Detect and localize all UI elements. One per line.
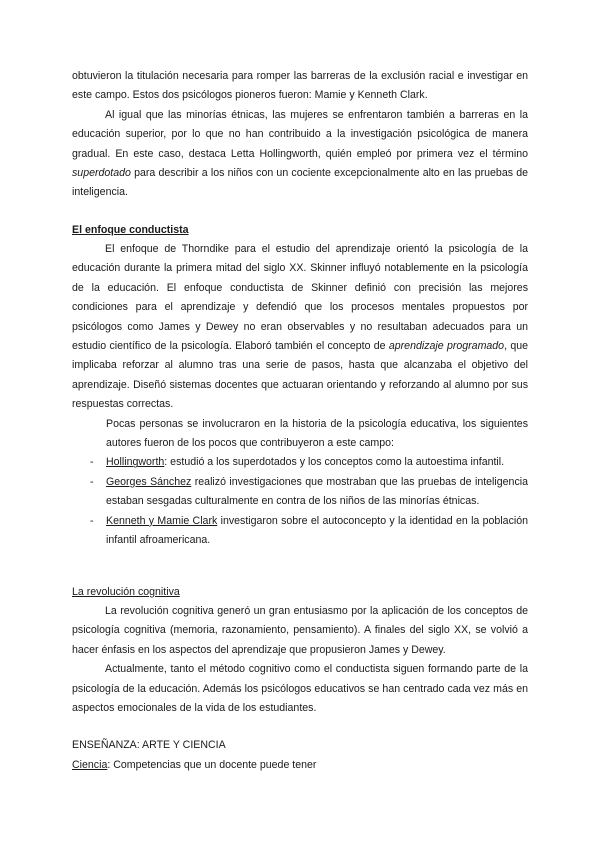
- list-item: [72, 453, 528, 472]
- cognitiva-paragraph-1: La revolución cognitiva generó un gran entusiasmo por la aplicación de los conceptos de psicología cognitiva (memoria, razonamiento, pensamiento). A finales del siglo XX, se volvió a hacer énfasis en los aspectos del aprendizaje que propusieron James y Dewey.: [72, 605, 528, 656]
- intro-p2-before: Al igual que las minorías étnicas, las mujeres se enfrentaron también a barreras en la educación superior, por lo que no han contribuido a la investigación psicológica de manera gradual. En este caso, destaca Letta Hollingworth, quién empleó por primera vez el término: [72, 108, 528, 160]
- list-dash: -: [90, 514, 94, 527]
- heading-cognitiva: La revolución cognitiva: [72, 586, 180, 598]
- conductista-p1-before: El enfoque de Thorndike para el estudio del aprendizaje orientó la psicología de la educación durante la primera mitad del siglo XX. Skinner influyó notablemente en la psicología de la educación. El enfoque conductista de Skinner definió con precisión las mejores condiciones para el aprendizaje y defendió que los procesos mentales propuestos por psicólogos como James y Dewey no eran observables y no resultaban adecuados para un estudio científico de la psicología. Elaboró también el concepto de: [72, 243, 528, 353]
- ciencia-label: Ciencia: [72, 759, 108, 771]
- author-clark: Kenneth y Mamie Clark: [106, 514, 218, 527]
- list-dash: -: [90, 475, 94, 488]
- conductista-section: [72, 240, 528, 551]
- ciencia-line: [72, 756, 316, 775]
- ciencia-text: : Competencias que un docente puede tener: [107, 759, 317, 771]
- intro-paragraph-2: [72, 106, 528, 203]
- heading-conductista: El enfoque conductista: [72, 224, 189, 236]
- list-item-text: investigaron sobre el autoconcepto y la identidad en la población infantil afroamericana.: [106, 514, 529, 547]
- conductista-paragraph-2: Pocas personas se involucraron en la historia de la psicología educativa, los siguientes autores fueron de los pocos que contribuyeron a este campo:: [106, 417, 528, 450]
- author-hollingworth: Hollingworth: [106, 456, 165, 469]
- term-aprendizaje-programado: aprendizaje programado: [388, 340, 505, 353]
- conductista-paragraph-1: [72, 240, 528, 415]
- list-item: [72, 512, 528, 551]
- list-dash: -: [90, 456, 94, 469]
- cognitiva-paragraph-2: Actualmente, tanto el método cognitivo como el conductista siguen formando parte de la psicología de la educación. Además los psicólogos educativos se han centrado cada vez más en aspectos emocionales de la vida de los estudiantes.: [72, 663, 528, 715]
- list-item: [72, 473, 528, 512]
- list-item-text: : estudió a los superdotados y los conceptos como la autoestima infantil.: [164, 456, 505, 469]
- term-superdotado: superdotado: [72, 167, 131, 180]
- intro-paragraph-1: obtuvieron la titulación necesaria para romper las barreras de la exclusión racial e investigar en este campo. Estos dos psicólogos pioneros fueron: Mamie y Kenneth Clark.: [72, 70, 528, 102]
- intro-p2-after: para describir a los niños con un cociente excepcionalmente alto en las pruebas de inteligencia.: [72, 167, 528, 199]
- list-item-text: realizó investigaciones que mostraban que las pruebas de inteligencia estaban sesgadas culturalmente en contra de los niños de las minorías étnicas.: [106, 475, 528, 508]
- cognitiva-section: [72, 602, 528, 718]
- intro-section: [72, 67, 528, 203]
- heading-ensenanza: ENSEÑANZA: ARTE Y CIENCIA: [72, 739, 226, 751]
- author-georges-sanchez: Georges Sánchez: [106, 475, 192, 488]
- conductista-p1-after: , que implicaba reforzar al alumno tras una serie de pasos, hasta que alcanzaba el objetivo del aprendizaje. Diseñó sistemas docentes que actuaran orientando y reforzando al alumno por sus respuestas correctas.: [72, 340, 528, 411]
